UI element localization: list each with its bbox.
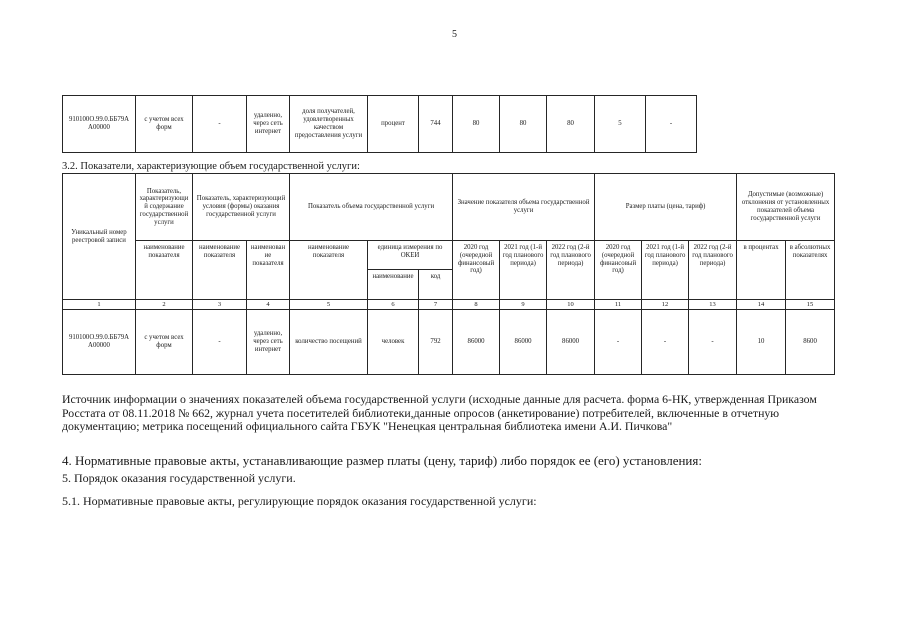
subheader-value-2020: 2020 год (очередной финансовый год) xyxy=(453,241,500,300)
column-number: 15 xyxy=(786,300,835,310)
column-number: 10 xyxy=(547,300,595,310)
value-2022-cell: 86000 xyxy=(547,310,595,375)
column-number: 7 xyxy=(419,300,453,310)
header-row xyxy=(63,174,835,241)
table-row xyxy=(63,310,835,375)
unit-name-cell: процент xyxy=(368,96,419,153)
column-number: 5 xyxy=(290,300,368,310)
content-indicator-cell: с учетом всех форм xyxy=(136,310,193,375)
unit-code-cell: 792 xyxy=(419,310,453,375)
subheader-row xyxy=(63,241,835,270)
condition-cell: - xyxy=(193,96,247,153)
header-conditions-indicator: Показатель, характеризующий условия (формы) оказания государственной услуги xyxy=(193,174,290,241)
deviation-absolute-cell: - xyxy=(646,96,697,153)
subheader-unit-name: наименование xyxy=(368,270,419,300)
subheader-fee-2022: 2022 год (2-й год планового периода) xyxy=(689,241,737,300)
subheader-condition-name: наименование показателя xyxy=(193,241,247,300)
value-2020-cell: 80 xyxy=(453,96,500,153)
deviation-percent-cell: 10 xyxy=(737,310,786,375)
fee-2022-cell: - xyxy=(689,310,737,375)
column-number: 2 xyxy=(136,300,193,310)
source-info-line: документацию; метрика посещений официального сайта ГБУК "Ненецкая центральная библиотека имени А.И. Пичкова" xyxy=(62,419,673,433)
column-number: 4 xyxy=(247,300,290,310)
page-number: 5 xyxy=(452,29,457,40)
delivery-form-cell: удаленно, через сеть интернет xyxy=(247,96,290,153)
column-number: 8 xyxy=(453,300,500,310)
subheader-volume-name: наименование показателя xyxy=(290,241,368,300)
subheader-percent: в процентах xyxy=(737,241,786,300)
value-2021-cell: 86000 xyxy=(500,310,547,375)
subheader-value-2021: 2021 год (1-й год планового периода) xyxy=(500,241,547,300)
subheader-form-name: наименование показателя xyxy=(247,241,290,300)
header-registry-number: Уникальный номер реестровой записи xyxy=(63,174,136,300)
unit-code-cell: 744 xyxy=(419,96,453,153)
column-number: 12 xyxy=(642,300,689,310)
registry-number-cell: 910100О.99.0.ББ79А А00000 xyxy=(63,310,136,375)
unit-name-cell: человек xyxy=(368,310,419,375)
value-2020-cell: 86000 xyxy=(453,310,500,375)
column-number: 6 xyxy=(368,300,419,310)
indicator-name-cell: доля получателей, удовлетворенных качеством предоставления услуги xyxy=(290,96,368,153)
section-3-2-title: 3.2. Показатели, характеризующие объем государственной услуги: xyxy=(62,161,360,172)
condition-cell: - xyxy=(193,310,247,375)
section-5-heading: 5. Порядок оказания государственной услуги. xyxy=(62,471,296,485)
section-4-heading: 4. Нормативные правовые акты, устанавливающие размер платы (цену, тариф) либо порядок ее (его) установления: xyxy=(62,453,702,468)
subheader-unit-code: код xyxy=(419,270,453,300)
header-fee: Размер платы (цена, тариф) xyxy=(595,174,737,241)
quality-indicators-table xyxy=(62,95,697,153)
registry-number-cell: 910100О.99.0.ББ79А А00000 xyxy=(63,96,136,153)
subheader-fee-2020: 2020 год (очередной финансовый год) xyxy=(595,241,642,300)
column-number: 3 xyxy=(193,300,247,310)
subheader-absolute: в абсолютных показателях xyxy=(786,241,835,300)
column-number-row xyxy=(63,300,835,310)
source-info-line: Росстата от 08.11.2018 № 662, журнал учета посетителей библиотеки,данные опросов (анкетирование) потребителей, включенные в отчетную xyxy=(62,405,780,420)
volume-indicators-table xyxy=(62,173,835,375)
column-number: 9 xyxy=(500,300,547,310)
source-info-line: Источник информации о значениях показателей объема государственной услуги (исходные данные для расчета. форма 6-НК, утвержденная Приказом xyxy=(62,392,817,406)
deviation-absolute-cell: 8600 xyxy=(786,310,835,375)
header-deviation: Допустимые (возможные) отклонения от установленных показателей объема государственной услуги xyxy=(737,174,835,241)
column-number: 14 xyxy=(737,300,786,310)
content-indicator-cell: с учетом всех форм xyxy=(136,96,193,153)
fee-2020-cell: - xyxy=(595,310,642,375)
column-number: 1 xyxy=(63,300,136,310)
subheader-fee-2021: 2021 год (1-й год планового периода) xyxy=(642,241,689,300)
value-2021-cell: 80 xyxy=(500,96,547,153)
fee-2021-cell: - xyxy=(642,310,689,375)
source-info-paragraph xyxy=(62,393,817,434)
column-number: 11 xyxy=(595,300,642,310)
subheader-unit: единица измерения по ОКЕИ xyxy=(368,241,453,270)
section-5-1-heading: 5.1. Нормативные правовые акты, регулирующие порядок оказания государственной услуги: xyxy=(62,494,537,508)
indicator-name-cell: количество посещений xyxy=(290,310,368,375)
column-number: 13 xyxy=(689,300,737,310)
header-volume-indicator: Показатель объема государственной услуги xyxy=(290,174,453,241)
delivery-form-cell: удаленно, через сеть интернет xyxy=(247,310,290,375)
header-content-indicator: Показатель, характеризующий содержание государственной услуги xyxy=(136,174,193,241)
header-volume-value: Значение показателя объема государственной услуги xyxy=(453,174,595,241)
subheader-value-2022: 2022 год (2-й год планового периода) xyxy=(547,241,595,300)
subheader-content-name: наименование показателя xyxy=(136,241,193,300)
value-2022-cell: 80 xyxy=(547,96,595,153)
deviation-percent-cell: 5 xyxy=(595,96,646,153)
table-row xyxy=(63,96,697,153)
